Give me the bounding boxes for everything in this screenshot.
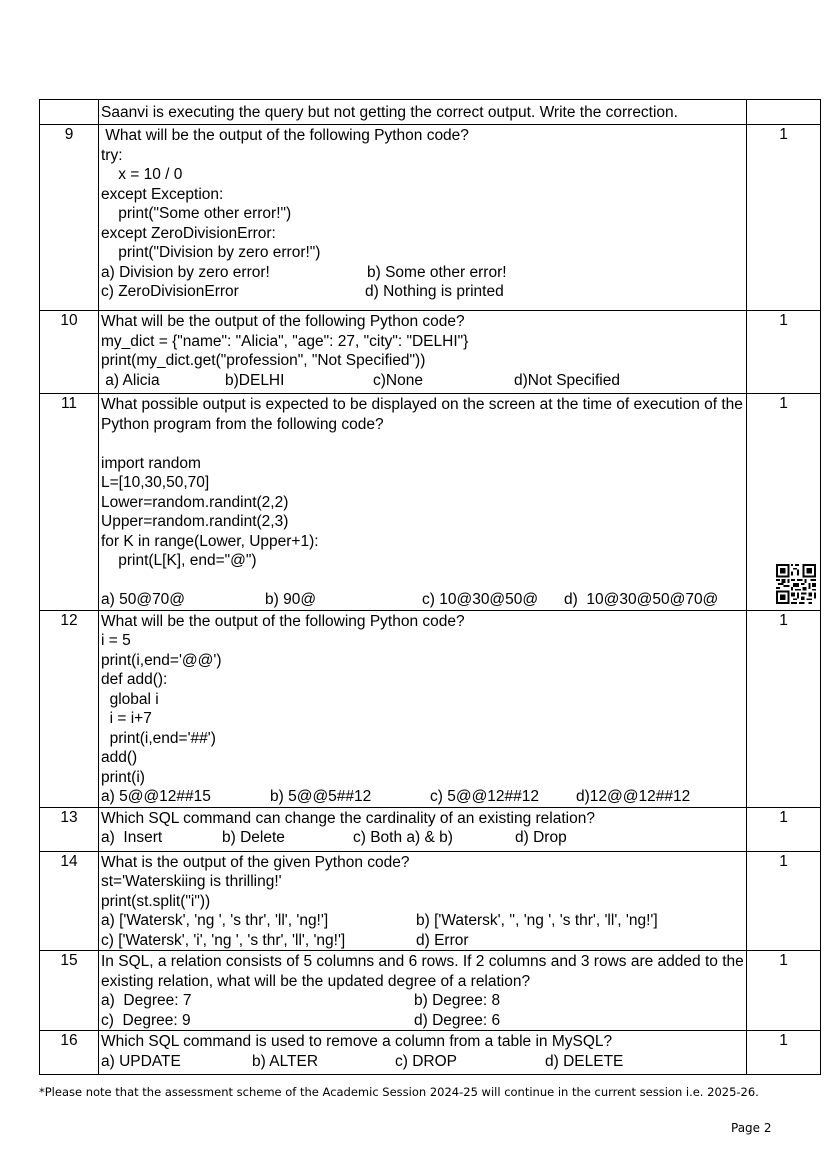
option-b: b) 90@ bbox=[265, 591, 317, 608]
question-number: 12 bbox=[40, 610, 99, 807]
code-line: i = 5 bbox=[101, 632, 131, 649]
options-row bbox=[101, 991, 744, 1011]
code-line: import random bbox=[101, 454, 201, 472]
question-body bbox=[99, 951, 747, 1031]
option-a: a) UPDATE bbox=[101, 1052, 181, 1070]
option-c: c)None bbox=[373, 371, 423, 389]
question-marks: 1 bbox=[747, 125, 821, 311]
option-a: a) Insert bbox=[101, 829, 163, 846]
code-line: for K in range(Lower, Upper+1): bbox=[101, 532, 319, 550]
assessment-note: *Please note that the assessment scheme of the Academic Session 2024-25 will continue in the current session i.e. 2025-26. bbox=[39, 1085, 759, 1099]
option-c: c) DROP bbox=[395, 1052, 457, 1070]
options-row bbox=[101, 1011, 744, 1031]
header-text: Saanvi is executing the query but not getting the correct output. Write the correction. bbox=[99, 100, 747, 125]
question-number: 15 bbox=[40, 951, 99, 1031]
code-line: print(my_dict.get("profession", "Not Specified")) bbox=[101, 352, 426, 369]
code-line: i = i+7 bbox=[101, 710, 152, 727]
code-line: add() bbox=[101, 749, 138, 766]
qr-code-icon bbox=[776, 564, 816, 604]
code-line: st='Waterskiing is thrilling!' bbox=[101, 873, 282, 890]
options-row bbox=[101, 282, 744, 302]
option-d: d)Not Specified bbox=[514, 371, 620, 389]
question-body bbox=[99, 610, 747, 807]
option-d: d) Degree: 6 bbox=[414, 1011, 501, 1029]
option-c: c) ['Watersk', 'i', 'ng ', 's thr', 'll', 'ng!'] bbox=[101, 931, 346, 949]
option-b: b) ALTER bbox=[252, 1052, 319, 1070]
question-number: 13 bbox=[40, 807, 99, 851]
options-row bbox=[101, 931, 744, 951]
code-line: except ZeroDivisionError: bbox=[101, 224, 276, 242]
option-b: b) 5@@5##12 bbox=[270, 788, 372, 805]
code-line: x = 10 / 0 bbox=[101, 166, 183, 183]
question-number: 11 bbox=[40, 394, 99, 611]
question-marks: 1 bbox=[747, 311, 821, 394]
question-marks: 1 bbox=[747, 951, 821, 1031]
option-d: d) Error bbox=[416, 931, 469, 949]
option-b: b) ['Watersk', '', 'ng ', 's thr', 'll', 'ng!'] bbox=[416, 912, 658, 929]
code-line: print("Division by zero error!") bbox=[101, 244, 321, 261]
option-c: c) ZeroDivisionError bbox=[101, 283, 239, 300]
option-a: a) 50@70@ bbox=[101, 591, 186, 608]
options-row bbox=[101, 911, 744, 931]
code-line: try: bbox=[101, 146, 123, 164]
question-line: What is the output of the given Python code? bbox=[101, 853, 410, 871]
option-a: a) 5@@12##15 bbox=[101, 788, 211, 805]
option-b: b)DELHI bbox=[225, 371, 285, 389]
question-body bbox=[99, 1031, 747, 1075]
option-d: d) 10@30@50@70@ bbox=[564, 591, 719, 608]
options-row bbox=[101, 371, 744, 391]
options-row bbox=[101, 828, 744, 848]
question-number: 10 bbox=[40, 311, 99, 394]
code-line: print(i) bbox=[101, 768, 145, 786]
options-row bbox=[101, 590, 744, 610]
code-line: L=[10,30,50,70] bbox=[101, 474, 210, 491]
code-line: global i bbox=[101, 690, 159, 708]
code-line: print(i,end='##') bbox=[101, 729, 216, 747]
question-row bbox=[40, 125, 821, 311]
question-row bbox=[40, 610, 821, 807]
code-line: print(i,end='@@') bbox=[101, 651, 222, 669]
question-row bbox=[40, 394, 821, 611]
option-c: c) Both a) & b) bbox=[353, 829, 453, 846]
question-row bbox=[40, 311, 821, 394]
code-line: Lower=random.randint(2,2) bbox=[101, 493, 289, 511]
question-body bbox=[99, 807, 747, 851]
question-marks: 1 bbox=[747, 610, 821, 807]
question-line: What will be the output of the following Python code? bbox=[101, 313, 465, 330]
code-line: Upper=random.randint(2,3) bbox=[101, 513, 289, 530]
header-row bbox=[40, 100, 821, 125]
question-marks: 1 bbox=[747, 1031, 821, 1075]
question-marks: 1 bbox=[747, 851, 821, 951]
code-line: print(L[K], end="@") bbox=[101, 552, 257, 569]
option-a: a) Degree: 7 bbox=[101, 992, 192, 1009]
option-a: a) Alicia bbox=[101, 371, 160, 389]
code-line: print("Some other error!") bbox=[101, 205, 292, 222]
option-c: c) 5@@12##12 bbox=[430, 788, 540, 805]
option-d: d) Nothing is printed bbox=[365, 283, 504, 300]
options-row bbox=[101, 787, 744, 807]
code-line: my_dict = {"name": "Alicia", "age": 27, "city": "DELHI"} bbox=[101, 332, 469, 350]
question-number: 14 bbox=[40, 851, 99, 951]
option-a: a) ['Watersk', 'ng ', 's thr', 'll', 'ng!'] bbox=[101, 912, 329, 929]
question-marks bbox=[747, 100, 821, 125]
question-body bbox=[99, 311, 747, 394]
question-row bbox=[40, 851, 821, 951]
option-b: b) Delete bbox=[222, 829, 285, 846]
question-marks: 1 bbox=[747, 807, 821, 851]
question-line: In SQL, a relation consists of 5 columns and 6 rows. If 2 columns and 3 rows are added to the existing relation, what will be the updated degree of a relation? bbox=[101, 953, 744, 990]
code-line: print(st.split("i")) bbox=[101, 892, 211, 910]
question-line: What possible output is expected to be displayed on the screen at the time of execution of the Python program from the following code? bbox=[101, 396, 743, 433]
question-table bbox=[39, 99, 821, 1075]
question-row bbox=[40, 951, 821, 1031]
question-marks: 1 bbox=[747, 394, 821, 611]
option-b: b) Some other error! bbox=[367, 263, 507, 281]
code-line: except Exception: bbox=[101, 185, 224, 203]
question-line: Which SQL command is used to remove a column from a table in MySQL? bbox=[101, 1033, 613, 1050]
option-c: c) 10@30@50@ bbox=[422, 591, 539, 608]
blank-line bbox=[101, 434, 744, 454]
question-row bbox=[40, 807, 821, 851]
option-d: d) DELETE bbox=[545, 1052, 624, 1070]
question-body bbox=[99, 125, 747, 311]
option-a: a) Division by zero error! bbox=[101, 263, 270, 281]
option-b: b) Degree: 8 bbox=[414, 992, 501, 1009]
question-number: 9 bbox=[40, 125, 99, 311]
question-line: What will be the output of the following Python code? bbox=[101, 612, 465, 630]
option-c: c) Degree: 9 bbox=[101, 1011, 191, 1029]
question-body bbox=[99, 851, 747, 951]
options-row bbox=[101, 263, 744, 283]
code-line: def add(): bbox=[101, 671, 168, 688]
question-number: 16 bbox=[40, 1031, 99, 1075]
question-line: Which SQL command can change the cardinality of an existing relation? bbox=[101, 809, 595, 827]
option-d: d) Drop bbox=[515, 829, 567, 846]
question-row bbox=[40, 1031, 821, 1075]
question-line: What will be the output of the following Python code? bbox=[101, 127, 469, 144]
blank-line bbox=[101, 571, 744, 591]
question-number bbox=[40, 100, 99, 125]
options-row bbox=[101, 1052, 744, 1072]
option-d: d)12@@12##12 bbox=[576, 788, 691, 805]
question-body bbox=[99, 394, 747, 611]
page-number: Page 2 bbox=[731, 1121, 772, 1135]
